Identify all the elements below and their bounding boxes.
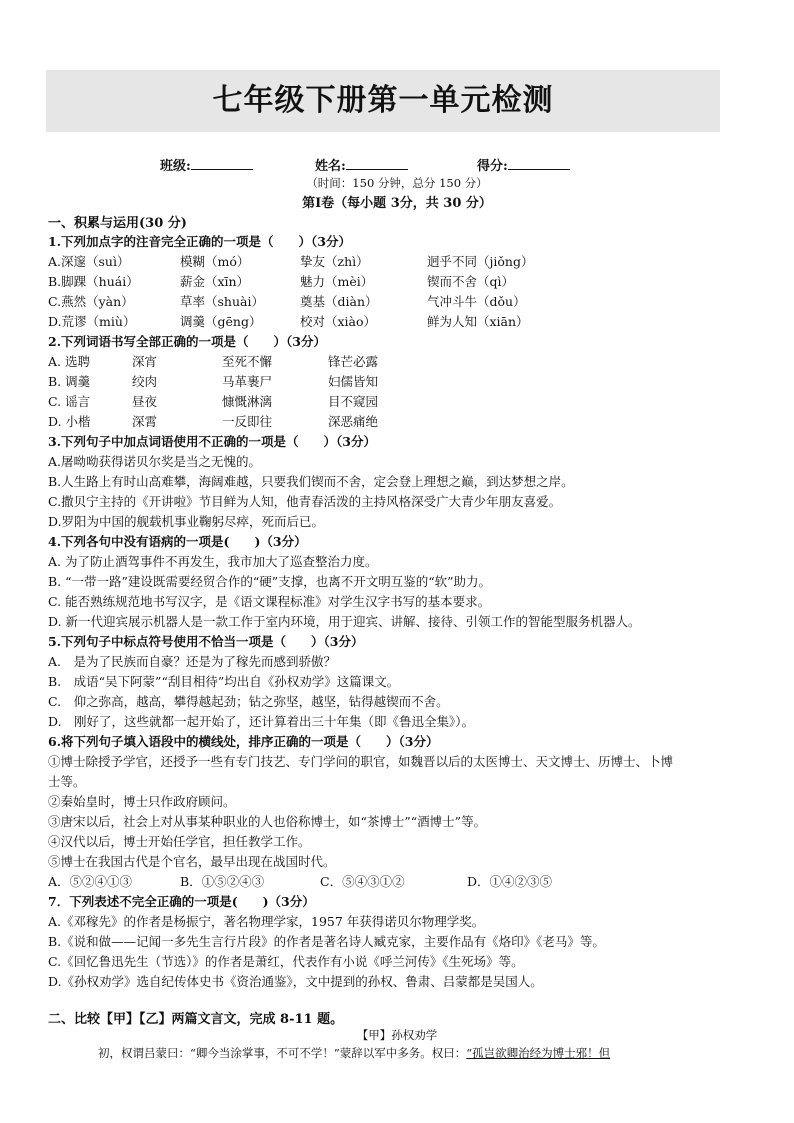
volume-title: 第Ⅰ卷（每小题 3分，共 30 分） [302, 196, 492, 211]
q2-c-4: 目不窥园 [328, 394, 379, 409]
q1-c-1: C.燕然（yàn） [48, 294, 134, 309]
q6-item-1: ①博士除授予学官，还授予一些有专门技艺、专门学问的职官，如魏晋以后的太医博士、天文博士、历博士、卜博 [48, 754, 674, 769]
name-blank[interactable] [346, 156, 408, 170]
passage-line-underlined: “孤岂欲卿治经为博士邪！但 [466, 1046, 611, 1060]
q2-c-2: 昼夜 [132, 394, 158, 409]
passage-first-line [98, 1045, 610, 1061]
q6-item-2: ②秦始皇时，博士只作政府顾问。 [48, 794, 236, 809]
q6-choice-d: D．①④②③⑤ [467, 874, 553, 889]
score-label: 得分: [477, 159, 508, 174]
q1-d-1: D.荒谬（miù） [48, 314, 136, 329]
q5-stem: 5.下列句子中标点符号使用不恰当一项是（ ）（3分） [48, 634, 364, 649]
q1-b-2: 薪金（xīn） [180, 274, 250, 289]
q4-option-b: B. “一带一路”建设既需要经贸合作的“硬”支撑，也离不开文明互鉴的“软”助力。 [48, 574, 491, 589]
q7-option-b: B.《说和做——记闻一多先生言行片段》的作者是著名诗人臧克家，主要作品有《烙印》《老马》等。 [48, 934, 605, 949]
q4-option-d: D. 新一代迎宾展示机器人是一款工作于室内环境，用于迎宾、讲解、接待、引领工作的智能型服务机器人。 [48, 614, 641, 629]
q2-a-3: 至死不懈 [222, 354, 273, 369]
passage-line-start: 初，权谓吕蒙曰：“卿今当涂掌事，不可不学！”蒙辞以军中多务。权曰： [98, 1046, 467, 1060]
q2-d-3: 一反即往 [222, 414, 273, 429]
q4-stem: 4.下列各句中没有语病的一项是( )（3分） [48, 534, 307, 549]
q2-b-2: 绞肉 [132, 374, 158, 389]
student-info-row [160, 155, 620, 175]
q4-option-c: C. 能否熟练规范地书写汉字，是《语文课程标准》对学生汉字书写的基本要求。 [48, 594, 491, 609]
class-label: 班级: [160, 159, 191, 174]
q2-d-1: D. 小楷 [48, 414, 91, 429]
q2-a-1: A. 选聘 [48, 354, 90, 369]
page-title: 七年级下册第一单元检测 [212, 83, 554, 118]
q1-a-1: A.深邃（suì） [48, 254, 130, 269]
name-field [315, 155, 408, 174]
q2-b-1: B. 调羹 [48, 374, 91, 389]
q1-b-4: 锲而不舍（qì） [427, 274, 514, 289]
q6-choice-a: A．⑤②④①③ [48, 874, 133, 889]
q7-stem: 7．下列表述不完全正确的一项是( )（3分） [48, 894, 315, 909]
name-label: 姓名: [315, 159, 346, 174]
q3-option-b: B.人生路上有时山高难攀，海阔难越，只要我们锲而不舍，定会登上理想之巅，到达梦想之岸。 [48, 474, 574, 489]
q1-d-4: 鲜为人知（xiān） [427, 314, 529, 329]
q6-item-5: ⑤博士在我国古代是个官名，最早出现在战国时代。 [48, 854, 336, 869]
q3-option-c: C.撒贝宁主持的《开讲啦》节目鲜为人知，他青春活泼的主持风格深受广大青少年朋友喜爱。 [48, 494, 562, 509]
class-field [160, 155, 253, 174]
q7-option-c: C.《回忆鲁迅先生（节选）》的作者是萧红，代表作有小说《呼兰河传》《生死场》等。 [48, 954, 524, 969]
time-note: （时间：150 分钟，总分 150 分） [306, 176, 488, 190]
q3-option-a: A.屠呦呦获得诺贝尔奖是当之无愧的。 [48, 454, 262, 469]
q1-c-4: 气冲斗牛（dǒu） [427, 294, 526, 309]
q7-option-a: A.《邓稼先》的作者是杨振宁，著名物理学家，1957 年获得诺贝尔物理学奖。 [48, 914, 485, 929]
q1-b-1: B.脚踝（huái） [48, 274, 139, 289]
q1-c-3: 奠基（diàn） [300, 294, 378, 309]
q1-d-2: 调羹（gēng） [180, 314, 262, 329]
q1-b-3: 魅力（mèi） [300, 274, 374, 289]
q2-c-3: 慷慨淋漓 [222, 394, 273, 409]
q7-option-d: D.《孙权劝学》选自纪传体史书《资治通鉴》，文中提到的孙权、鲁肃、吕蒙都是吴国人。 [48, 974, 543, 989]
q1-d-3: 校对（xiào） [300, 314, 377, 329]
q2-d-4: 深恶痛绝 [328, 414, 379, 429]
q3-stem: 3.下列句子中加点词语使用不正确的一项是（ ）（3分） [48, 434, 376, 449]
q5-option-a: A. 是为了民族而自豪？还是为了稼先而感到骄傲？ [48, 654, 337, 669]
q1-a-2: 模糊（mó） [180, 254, 250, 269]
q2-b-4: 妇儒皆知 [328, 374, 379, 389]
q6-item-4: ④汉代以后，博士开始任学官，担任教学工作。 [48, 834, 311, 849]
score-blank[interactable] [508, 156, 570, 170]
q6-item-1-cont: 士等。 [48, 774, 86, 789]
q5-option-b: B. 成语“吴下阿蒙”“刮目相待”均出自《孙权劝学》这篇课文。 [48, 674, 400, 689]
q2-d-2: 深霄 [132, 414, 158, 429]
q1-c-2: 草率（shuài） [180, 294, 264, 309]
q6-stem: 6.将下列句子填入语段中的横线处，排序正确的一项是（ ）（3分） [48, 734, 439, 749]
q2-stem: 2.下列词语书写全部正确的一项是（ ）（3分） [48, 334, 326, 349]
q2-c-1: C. 谣言 [48, 394, 91, 409]
q4-option-a: A. 为了防止酒驾事件不再发生，我市加大了巡查整治力度。 [48, 554, 378, 569]
section2-title: 二、比较【甲】【乙】两篇文言文，完成 8-11 题。 [48, 1012, 344, 1027]
q1-a-4: 迥乎不同（jiǒng） [427, 254, 534, 269]
q6-item-3: ③唐宋以后，社会上对从事某种职业的人也俗称博士，如“茶博士”“酒博士”等。 [48, 814, 487, 829]
q6-choice-b: B．①⑤②④③ [180, 874, 265, 889]
q5-option-c: C. 仰之弥高，越高，攀得越起劲；钻之弥坚，越坚，钻得越锲而不舍。 [48, 694, 449, 709]
q2-a-4: 锋芒必露 [328, 354, 379, 369]
q2-a-2: 深宵 [132, 354, 158, 369]
q6-choice-c: C．⑤④③①② [320, 874, 405, 889]
q1-a-3: 挚友（zhì） [300, 254, 369, 269]
q2-b-3: 马革裹尸 [222, 374, 273, 389]
score-field [477, 155, 570, 174]
q1-stem: 1.下列加点字的注音完全正确的一项是（ ）（3分） [48, 234, 351, 249]
section1-title: 一、积累与运用(30 分) [48, 216, 187, 231]
q5-option-d: D. 刚好了，这些就都一起开始了，还计算着出三十年集（即《鲁迅全集》）。 [48, 714, 475, 729]
passage-title: 【甲】孙权劝学 [356, 1028, 438, 1042]
q3-option-d: D.罗阳为中国的舰载机事业鞠躬尽瘁，死而后已。 [48, 514, 325, 529]
class-blank[interactable] [191, 156, 253, 170]
